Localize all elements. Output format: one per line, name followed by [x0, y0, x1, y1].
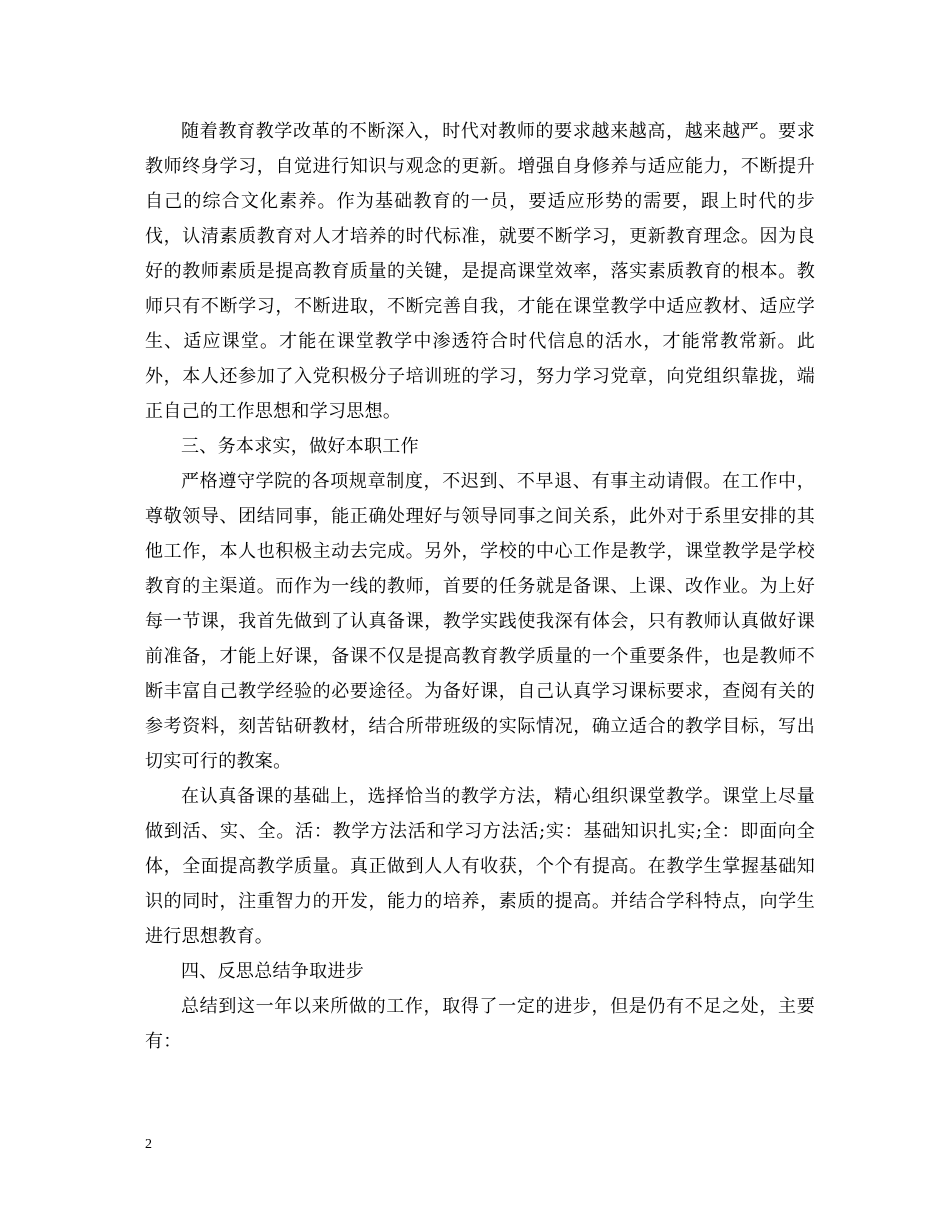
- document-body: [145, 114, 815, 1059]
- paragraph-reflection: 总结到这一年以来所做的工作，取得了一定的进步，但是仍有不足之处，主要有：: [145, 996, 815, 1052]
- section-heading-four: 四、反思总结争取进步: [181, 961, 364, 982]
- paragraph-duty-work: 严格遵守学院的各项规章制度，不迟到、不早退、有事主动请假。在工作中，尊敬领导、团结同事，能正确处理好与领导同事之间关系，此外对于系里安排的其他工作，本人也积极主动去完成。另外，学校的中心工作是教学，课堂教学是学校教育的主渠道。而作为一线的教师，首要的任务就是备课、上课、改作业。为上好每一节课，我首先做到了认真备课，教学实践使我深有体会，只有教师认真做好课前准备，才能上好课，备课不仅是提高教育教学质量的一个重要条件，也是教师不断丰富自己教学经验的必要途径。为备好课，自己认真学习课标要求，查阅有关的参考资料，刻苦钻研教材，结合所带班级的实际情况，确立适合的教学目标，写出切实可行的教案。: [145, 471, 815, 772]
- paragraph-teacher-learning: 随着教育教学改革的不断深入，时代对教师的要求越来越高，越来越严。要求教师终身学习，自觉进行知识与观念的更新。增强自身修养与适应能力，不断提升自己的综合文化素养。作为基础教育的一员，要适应形势的需要，跟上时代的步伐，认清素质教育对人才培养的时代标准，就要不断学习，更新教育理念。因为良好的教师素质是提高教育质量的关键，是提高课堂效率，落实素质教育的根本。教师只有不断学习，不断进取，不断完善自我，才能在课堂教学中适应教材、适应学生、适应课堂。才能在课堂教学中渗透符合时代信息的活水，才能常教常新。此外，本人还参加了入党积极分子培训班的学习，努力学习党章，向党组织靠拢，端正自己的工作思想和学习思想。: [145, 121, 815, 422]
- page-number: 2: [145, 1137, 152, 1152]
- section-heading-three: 三、务本求实，做好本职工作: [181, 436, 419, 457]
- paragraph-teaching-method: 在认真备课的基础上，选择恰当的教学方法，精心组织课堂教学。课堂上尽量做到活、实、全。活：教学方法活和学习方法活;实：基础知识扎实;全：即面向全体，全面提高教学质量。真正做到人人有收获，个个有提高。在教学生掌握基础知识的同时，注重智力的开发，能力的培养，素质的提高。并结合学科特点，向学生进行思想教育。: [145, 786, 815, 947]
